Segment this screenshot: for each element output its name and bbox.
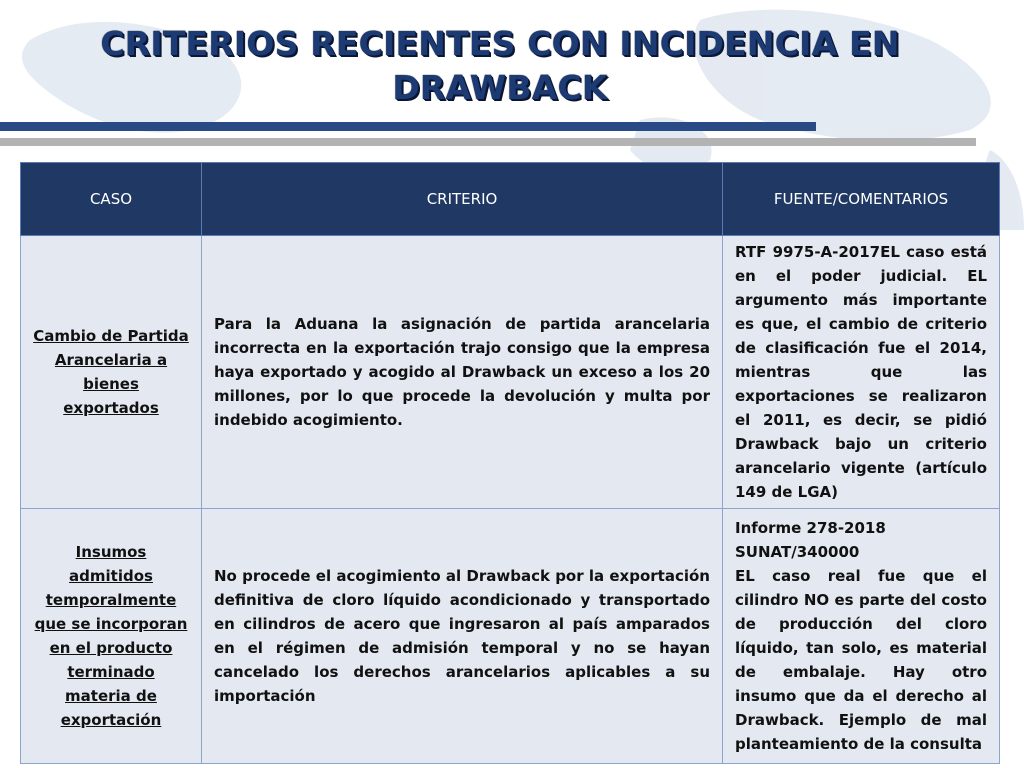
table-header-row (21, 163, 1000, 236)
divider-gray (0, 138, 976, 146)
table-row (21, 236, 1000, 509)
cell-fuente (723, 509, 1000, 764)
cell-criterio: Para la Aduana la asignación de partida arancelaria incorrecta en la exportación trajo consigo que la empresa haya exportado y acogido al Drawback un exceso a los 20 millones, por lo que procede la devolución y multa por indebido acogimiento. (202, 236, 723, 509)
header-fuente: FUENTE/COMENTARIOS (723, 163, 1000, 236)
criteria-table (20, 162, 1000, 764)
cell-caso: Insumos admitidos temporalmente que se incorporan en el producto terminado materia de exportación (21, 509, 202, 764)
page-title (0, 22, 1000, 110)
table-row (21, 509, 1000, 764)
divider-blue (0, 122, 816, 131)
header-criterio: CRITERIO (202, 163, 723, 236)
header-caso: CASO (21, 163, 202, 236)
fuente-reference-line-2: SUNAT/340000 (735, 543, 860, 561)
cell-fuente: RTF 9975-A-2017EL caso está en el poder judicial. EL argumento más importante es que, el cambio de criterio de clasificación fue el 2014, mientras que las exportaciones se realizaron el 2011, es decir, se pidió Drawback bajo un criterio arancelario vigente (artículo 149 de LGA) (723, 236, 1000, 509)
title-line-2: DRAWBACK (392, 68, 608, 107)
fuente-comment: EL caso real fue que el cilindro NO es parte del costo de producción del cloro líquido, tan solo, es material de embalaje. Hay otro insumo que da el derecho al Drawback. Ejemplo de mal planteamiento de la consulta (735, 567, 987, 753)
fuente-reference-line-1: Informe 278-2018 (735, 519, 886, 537)
cell-caso: Cambio de Partida Arancelaria a bienes exportados (21, 236, 202, 509)
title-line-1: CRITERIOS RECIENTES CON INCIDENCIA EN (100, 24, 900, 63)
cell-criterio: No procede el acogimiento al Drawback por la exportación definitiva de cloro líquido acondicionado y transportado en cilindros de acero que ingresaron al país amparados en el régimen de admisión temporal y no se hayan cancelado los derechos arancelarios aplicables a su importación (202, 509, 723, 764)
